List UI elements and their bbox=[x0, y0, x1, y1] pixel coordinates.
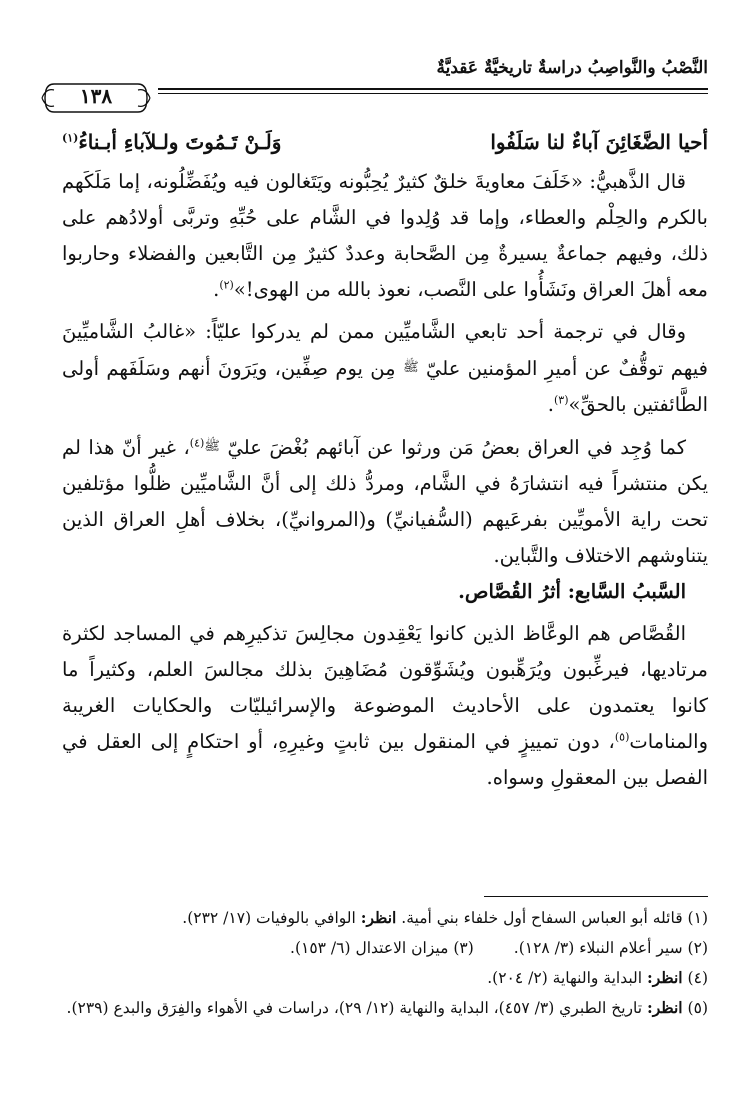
header-rule bbox=[158, 88, 708, 90]
paragraph-dhahabi: قال الذَّهبيُّ: «خَلَفَ معاويةَ خلقٌ كثيرٌ يُحِبُّونه ويَتَغالون فيه ويُفَضِّلُونه، إما مَلَكَهم بالكرم والحِلْم والعطاء، وإما قد وُلِدوا في الشَّام على حُبِّهِ وتربَّى أولادُهم على ذلك، وفيهم جماعةٌ يسيرةٌ مِن الصَّحابة وعددٌ كثيرٌ مِن التَّابعين والفضلاء وحاربوا معه أهلَ العراق ونَشَأُوا على النَّصب، نعوذ بالله من الهوى!»$^{(٢)}$. bbox=[62, 170, 708, 301]
footnote: (٥) انظر: تاريخ الطبري (٣/ ٤٥٧)، البداية والنهاية (١٢/ ٢٩)، دراسات في الأهواء والفِرَق والبدع (٢٣٩). bbox=[66, 998, 708, 1017]
honorific-glyph: ﷺ bbox=[204, 439, 221, 454]
main-text bbox=[62, 124, 708, 796]
page-header bbox=[40, 58, 708, 108]
header-rule-thin bbox=[158, 93, 708, 94]
section-heading: السَّببُ السَّابع: أثرُ القُصَّاص. bbox=[458, 580, 686, 603]
honorific-glyph: ﷺ bbox=[402, 360, 419, 375]
verse-first-hemistich: أحيا الضَّغَائِنَ آباءٌ لنا سَلَفُوا bbox=[490, 130, 708, 154]
footnote: (٢) سير أعلام النبلاء (٣/ ١٢٨).(٣) ميزان الاعتدال (٦/ ١٥٣). bbox=[290, 939, 708, 957]
footnote: (١) قائله أبو العباس السفاح أول خلفاء بني أمية. انظر: الوافي بالوفيات (١٧/ ٢٣٢). bbox=[182, 908, 708, 927]
paragraph-qussas: القُصَّاص هم الوعَّاظ الذين كانوا يَعْقِدون مجالِسَ تذكيرِهم في المساجد لكثرة مرتاديها، فيرغِّبون ويُرَهِّبون ويُشَوِّقون مُضَاهِينَ بذلك مجالسَ العلم، وكثيراً ما كانوا يعتمدون على الأحاديث الموضوعة والإسرائيليّات والحكايات الغريبة والمنامات$^{(٥)}$، دون تمييزٍ في المنقول بين ثابتٍ وغيرِهِ، أو احتكامٍ إلى العقل في الفصل بين المعقولِ وسواه. bbox=[62, 622, 708, 789]
paragraph-tarjama: وقال في ترجمة أحد تابعي الشَّاميِّين ممن لم يدركوا عليّاً: «غالبُ الشَّاميِّينَ فيهم توقُّفٌ عن أميرِ المؤمنين عليّ $^ﷺ$ مِن يوم صِفِّين، ويَرَونَ أنهم وسَلَفَهم أولى الطَّائفتين بالحقِّ»$^{(٣)}$. bbox=[62, 320, 708, 416]
footnote-ref[interactable]: (٥) bbox=[614, 730, 630, 744]
footnote-ref[interactable]: (٢) bbox=[219, 278, 234, 292]
verse-second-hemistich: وَلَـنْ تَـمُوتَ ولـلآباءِ أبـناءُ$^{(١)}$ bbox=[62, 130, 282, 154]
page-number: ١٣٨ bbox=[79, 84, 113, 108]
paragraph-iraq: كما وُجِد في العراق بعضُ مَن ورثوا عن آبائهم بُغْضَ عليّ $^{ﷺ(٤)}$، غير أنّ هذا لم يكن منتشراً فيه انتشارَهُ في الشَّام، ومردُّ ذلك إلى أنَّ الشَّاميِّين ظلُّوا مؤتلفين تحت راية الأمويِّين بفرعَيهم (السُّفيانيِّ) و(المروانيِّ)، بخلاف أهلِ العراق الذين يتناوشهم الاختلاف والتَّباين. bbox=[62, 436, 709, 567]
poem-verse bbox=[62, 124, 708, 160]
footnote-separator bbox=[484, 896, 708, 897]
page-number-ornament bbox=[40, 80, 152, 116]
footnotes bbox=[62, 906, 708, 1026]
running-title: النَّصْبُ والنَّواصِبُ دراسةٌ تاريخيَّةٌ عَقديَّةٌ bbox=[436, 58, 708, 78]
footnote-ref[interactable]: (١) bbox=[62, 131, 79, 145]
footnote-ref[interactable]: (٤) bbox=[189, 436, 205, 450]
footnote: (٤) انظر: البداية والنهاية (٢/ ٢٠٤). bbox=[487, 968, 708, 987]
footnote-ref[interactable]: (٣) bbox=[553, 393, 569, 407]
